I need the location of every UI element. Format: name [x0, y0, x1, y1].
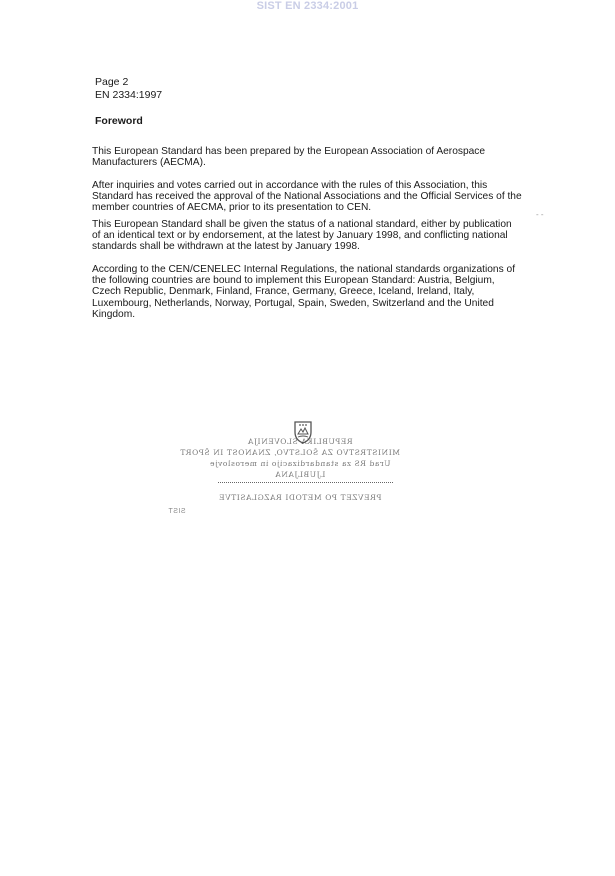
paragraph-4: According to the CEN/CENELEC Internal Regulations, the national standards organizations of the following countries are bound to implement this European Standard: Austria, Belgium, Czech Republic, Denmark, Finland, France, Germany, Greece, Iceland, Ireland, Italy, Luxembourg, Netherlands, Norway, Portugal, Spain, Sweden, Switzerland and the United Kingdom.: [92, 264, 516, 320]
stamp-line-method: PREVZET PO METODI RAZGLASITVE: [218, 493, 382, 502]
paragraph-2: After inquiries and votes carried out in accordance with the rules of this Association, this Standard has received the approval of the National Associations and the Official Services of the member countries of AECMA, prior to its presentation to CEN.: [92, 180, 522, 214]
page-header: [95, 76, 162, 102]
paragraph-1: This European Standard has been prepared by the European Association of Aerospace Manufacturers (AECMA).: [92, 146, 486, 169]
stamp-sist-mark: SIST: [168, 508, 186, 515]
stamp-line-ministry: MINISTRSTVO ZA ŠOLSTVO, ZNANOST IN ŠPORT: [179, 448, 400, 457]
stamp-line-republic: REPUBLIKA SLOVENIJA: [247, 437, 353, 446]
document-watermark: SIST EN 2334:2001: [256, 0, 359, 12]
scan-speck: - -: [536, 210, 544, 219]
paragraph-3: This European Standard shall be given the status of a national standard, either by publication of an identical text or by endorsement, at the latest by January 1998, and conflicting national standards shall be withdrawn at the latest by January 1998.: [92, 219, 512, 253]
official-stamp: [179, 415, 400, 515]
stamp-line-office: Urad RS za standardizacijo in meroslovje: [209, 459, 391, 468]
stamp-line-city: LJUBLJANA: [274, 470, 326, 479]
standard-number: EN 2334:1997: [95, 89, 163, 101]
page-number: Page 2: [95, 76, 129, 88]
stamp-signature-line: [218, 482, 393, 483]
foreword-title: Foreword: [95, 115, 143, 127]
